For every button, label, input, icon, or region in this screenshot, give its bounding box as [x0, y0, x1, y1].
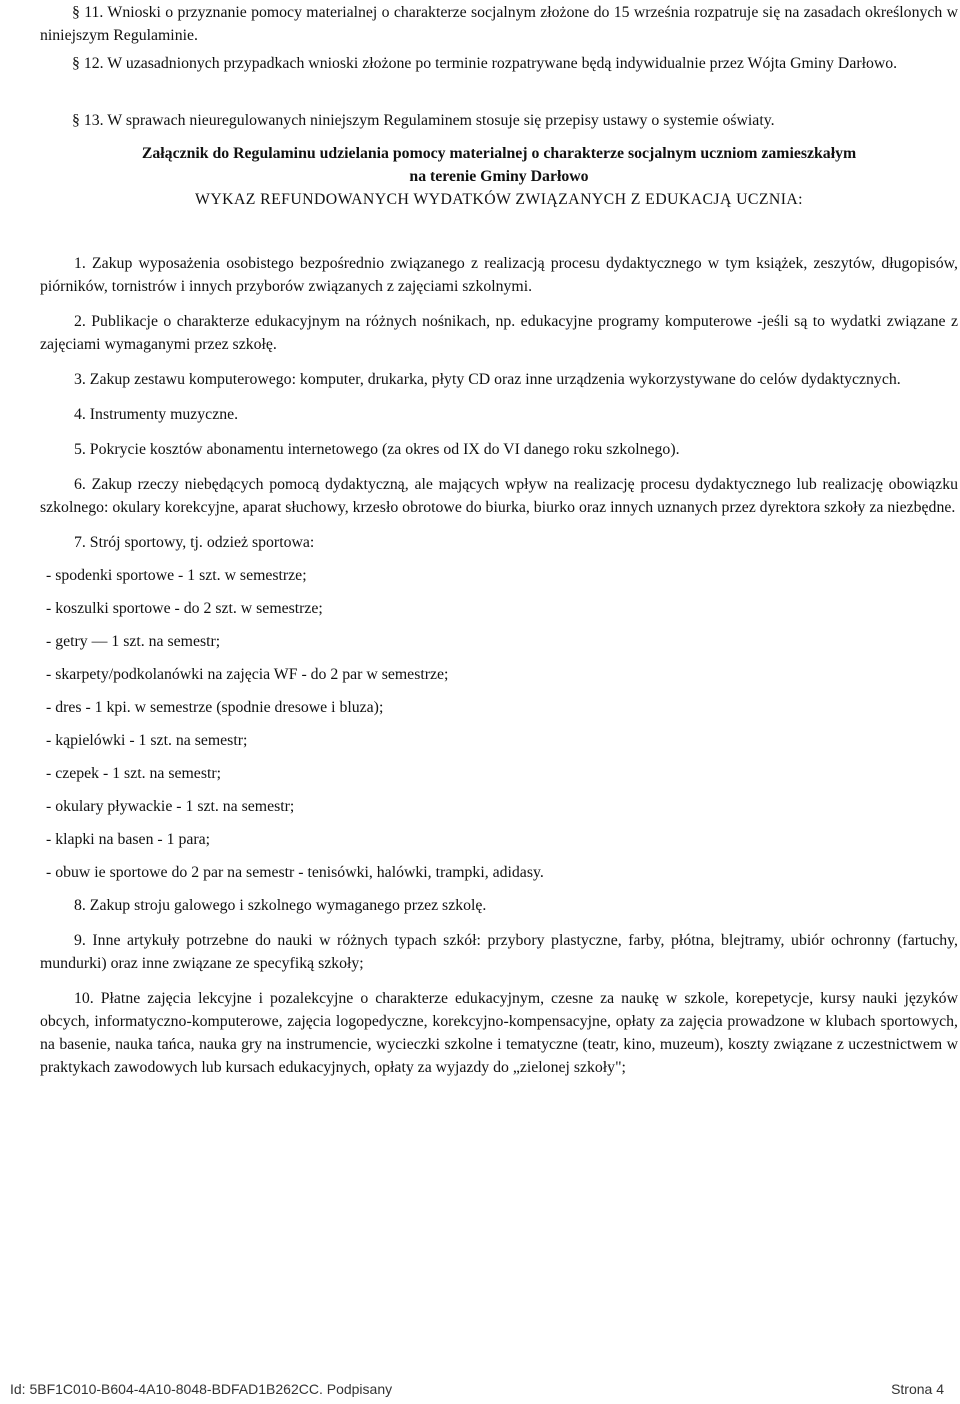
attachment-heading	[40, 142, 958, 211]
section-12: § 12. W uzasadnionych przypadkach wnioski złożone po terminie rozpatrywane będą indywidualnie przez Wójta Gminy Darłowo.	[72, 55, 898, 72]
sublist-item: - kąpielówki - 1 szt. na semestr;	[46, 732, 248, 749]
section-13: § 13. W sprawach nieuregulowanych niniejszym Regulaminem stosuje się przepisy ustawy o systemie oświaty.	[72, 112, 775, 129]
document-id: Id: 5BF1C010-B604-4A10-8048-BDFAD1B262CC. Podpisany	[10, 1381, 393, 1397]
sublist-item: - okulary pływackie - 1 szt. na semestr;	[46, 798, 295, 815]
list-item-10: 10. Płatne zajęcia lekcyjne i pozalekcyjne o charakterze edukacyjnym, czesne za naukę w szkole, korepetycje, kursy nauki języków obcych, informatyczno-komputerowe, zajęcia logopedyczne, korekcyjno-kompensacyjne, opłaty za zajęcia prowadzone w klubach sportowych, na basenie, nauka tańca, nauka gry na instrumencie, wycieczki szkolne i tematyczne (teatr, kino, muzeum), koszty związane z uczestnictwem w praktykach zawodowych lub kursach edukacyjnych, opłaty za wyjazdy do „zielonej szkoły";	[40, 990, 958, 1076]
sublist-item: - dres - 1 kpi. w semestrze (spodnie dresowe i bluza);	[46, 699, 384, 716]
list-item-5: 5. Pokrycie kosztów abonamentu internetowego (za okres od IX do VI danego roku szkolnego).	[74, 441, 680, 458]
list-item-4: 4. Instrumenty muzyczne.	[74, 406, 239, 423]
sublist-item: - klapki na basen - 1 para;	[46, 831, 211, 848]
list-item-3: 3. Zakup zestawu komputerowego: komputer, drukarka, płyty CD oraz inne urządzenia wykorzystywane do celów dydaktycznych.	[74, 371, 901, 388]
list-item-2: 2. Publikacje o charakterze edukacyjnym na różnych nośnikach, np. edukacyjne programy komputerowe -jeśli są to wydatki związane z zajęciami wymaganymi przez szkołę.	[40, 313, 958, 353]
sublist-item: - czepek - 1 szt. na semestr;	[46, 765, 222, 782]
list-item-9: 9. Inne artykuły potrzebne do nauki w różnych typach szkół: przybory plastyczne, farby, płótna, blejtramy, ubiór ochronny (fartuchy, mundurki) oraz inne związane ze specyfiką szkoły;	[40, 932, 958, 972]
list-item-7: 7. Strój sportowy, tj. odzież sportowa:	[74, 534, 315, 551]
list-item-6: 6. Zakup rzeczy niebędących pomocą dydaktyczną, ale mających wpływ na realizację procesu dydaktycznego lub realizację obowiązku szkolnego: okulary korekcyjne, aparat słuchowy, krzesło obrotowe do biurka, biurko oraz innych uznanych przez dyrektora szkoły za niezbędne.	[40, 476, 958, 516]
sublist-item: - skarpety/podkolanówki na zajęcia WF - do 2 par w semestrze;	[46, 666, 449, 683]
section-11: § 11. Wnioski o przyznanie pomocy materialnej o charakterze socjalnym złożone do 15 września rozpatruje się na zasadach określonych w niniejszym Regulaminie.	[40, 4, 958, 44]
sublist-item: - koszulki sportowe - do 2 szt. w semestrze;	[46, 600, 323, 617]
expense-list	[40, 252, 958, 1091]
sublist-item: - spodenki sportowe - 1 szt. w semestrze;	[46, 567, 307, 584]
sublist-item: - obuw ie sportowe do 2 par na semestr - tenisówki, halówki, trampki, adidasy.	[46, 864, 544, 881]
page-number: Strona 4	[891, 1381, 944, 1397]
list-heading: WYKAZ REFUNDOWANYCH WYDATKÓW ZWIĄZANYCH Z EDUKACJĄ UCZNIA:	[195, 191, 803, 208]
attachment-subtitle: na terenie Gminy Darłowo	[409, 168, 589, 185]
sublist-item: - getry — 1 szt. na semestr;	[46, 633, 221, 650]
page-footer	[0, 1380, 960, 1404]
sportswear-sublist	[40, 564, 958, 884]
attachment-title: Załącznik do Regulaminu udzielania pomocy materialnej o charakterze socjalnym uczniom zamieszkałym	[141, 145, 857, 162]
list-item-8: 8. Zakup stroju galowego i szkolnego wymaganego przez szkolę.	[74, 897, 487, 914]
list-item-1: 1. Zakup wyposażenia osobistego bezpośrednio związanego z realizacją procesu dydaktycznego w tym książek, zeszytów, długopisów, piórników, tornistrów i innych przyborów związanych z zajęciami szkolnymi.	[40, 255, 958, 295]
